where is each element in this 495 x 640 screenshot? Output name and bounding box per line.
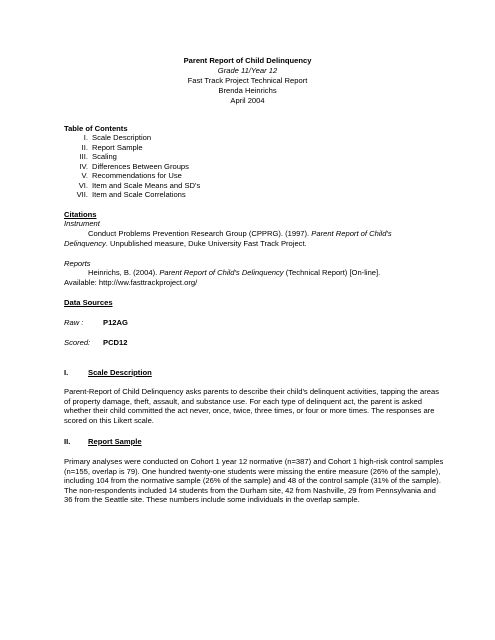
instrument-citation-text-end: . Unpublished measure, Duke University Fast Track Project. — [105, 239, 307, 248]
document-report-name: Fast Track Project Technical Report — [187, 76, 308, 85]
document-title: Parent Report of Child Delinquency — [183, 56, 312, 65]
reports-label: Reports — [64, 259, 91, 268]
section1-number: I. — [64, 368, 69, 377]
instrument-citation-text: Conduct Problems Prevention Research Group (CPPRG). (1997). — [88, 229, 312, 238]
instrument-citation-line1 — [88, 229, 392, 239]
instrument-title: Parent Report of Child's — [311, 229, 392, 238]
toc-item-number: I. — [83, 133, 88, 142]
toc-item-label: Item and Scale Correlations — [92, 190, 186, 199]
toc-item-number: IV. — [79, 161, 88, 171]
section1-heading: Scale Description — [88, 368, 152, 377]
raw-label: Raw : — [64, 318, 84, 327]
section1-paragraph: Parent-Report of Child Delinquency asks parents to describe their child's delinquent activities, tapping the areas of property damage, theft, assault, and substance use. For each type of delinquent act, the parent is asked whether their child committed the act never, once, twice, three times, or four or more times. The responses are scored on this Likert scale. — [64, 387, 440, 425]
section2-paragraph: Primary analyses were conducted on Cohort 1 year 12 normative (n=387) and Cohort 1 high-risk control samples (n=155, overlap is 79). One hundred twenty-one students were missing the entire measure (26% of the sample), including 104 from the normative sample (26% of the sample) and 48 of the control sample (31% of the sample). The non-respondents included 14 students from the Durham site, 42 from Nashville, 29 from Pennsylvania and 36 from the Seattle site. These numbers include some individuals in the overlap sample. — [64, 457, 444, 505]
toc-item-number: III. — [79, 152, 88, 161]
section2-heading: Report Sample — [88, 437, 142, 446]
section2-number: II. — [64, 437, 71, 446]
instrument-title-continued: Delinquency — [64, 239, 106, 248]
reports-citation-text-end: (Technical Report) [On-line]. — [283, 268, 381, 277]
toc-item-label: Scale Description — [92, 133, 152, 142]
toc-item-number: V. — [81, 171, 88, 180]
toc-item-label: Scaling — [92, 152, 117, 161]
citations-heading: Citations — [64, 210, 97, 219]
reports-available-link[interactable]: Available: http://ww.fasttrackproject.org/ — [64, 278, 198, 287]
raw-value: P12AG — [103, 318, 128, 327]
toc-item-label: Report Sample — [92, 142, 143, 152]
reports-title: Parent Report of Child's Delinquency — [159, 268, 284, 277]
toc-item-number: VI. — [78, 180, 88, 190]
document-author: Brenda Heinrichs — [218, 86, 277, 95]
instrument-label: Instrument — [64, 219, 100, 228]
toc-item-label: Recommendations for Use — [92, 171, 182, 180]
reports-citation-text: Heinrichs, B. (2004). — [88, 268, 160, 277]
scored-value: PCD12 — [103, 338, 128, 347]
toc-item-number: II. — [81, 142, 88, 152]
document-date: April 2004 — [230, 96, 265, 105]
toc-heading: Table of Contents — [64, 124, 128, 133]
toc-item-label: Differences Between Groups — [92, 161, 189, 171]
reports-citation-line1 — [88, 268, 380, 278]
scored-label: Scored: — [64, 338, 91, 347]
document-grade: Grade 11/Year 12 — [217, 66, 278, 75]
instrument-citation-line2 — [64, 239, 307, 249]
data-sources-heading: Data Sources — [64, 298, 113, 307]
toc-item-number: VII. — [76, 190, 88, 199]
toc-item-label: Item and Scale Means and SD's — [92, 180, 201, 190]
